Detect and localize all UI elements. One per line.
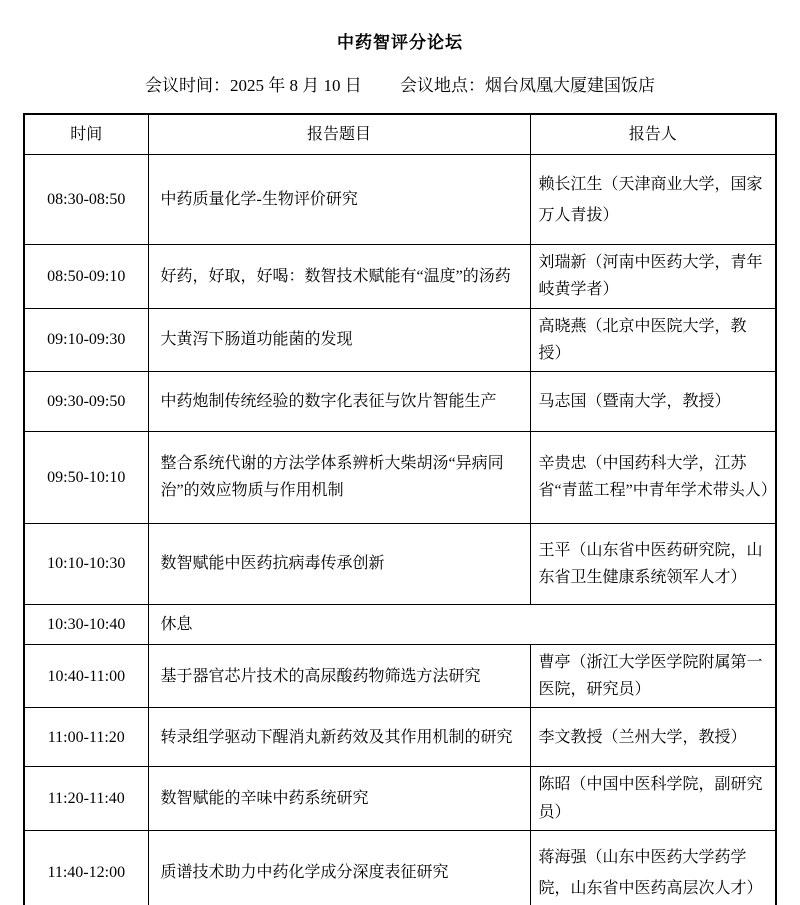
time-cell: 11:00-11:20 xyxy=(24,708,148,767)
speaker-cell: 李文教授（兰州大学，教授） xyxy=(530,708,776,767)
speaker-cell: 马志国（暨南大学，教授） xyxy=(530,371,776,431)
table-row xyxy=(24,155,776,245)
time-cell: 10:30-10:40 xyxy=(24,604,148,644)
title-cell: 中药质量化学-生物评价研究 xyxy=(148,155,530,245)
break-cell: 休息 xyxy=(148,604,776,644)
speaker-cell: 刘瑞新（河南中医药大学，青年岐黄学者） xyxy=(530,245,776,308)
speaker-cell: 高晓燕（北京中医院大学，教授） xyxy=(530,308,776,371)
table-row-break xyxy=(24,604,776,644)
page-title: 中药智评分论坛 xyxy=(337,33,463,52)
table-row xyxy=(24,245,776,308)
speaker-cell: 陈昭（中国中医科学院，副研究员） xyxy=(530,767,776,830)
time-cell: 11:40-12:00 xyxy=(24,830,148,905)
meeting-location: 会议地点：烟台凤凰大厦建国饭店 xyxy=(400,76,655,95)
time-cell: 10:10-10:30 xyxy=(24,523,148,604)
title-cell: 数智赋能的辛味中药系统研究 xyxy=(148,767,530,830)
title-cell: 质谱技术助力中药化学成分深度表征研究 xyxy=(148,830,530,905)
time-cell: 11:20-11:40 xyxy=(24,767,148,830)
time-cell: 08:30-08:50 xyxy=(24,155,148,245)
title-cell: 整合系统代谢的方法学体系辨析大柴胡汤“异病同治”的效应物质与作用机制 xyxy=(148,431,530,523)
meeting-info xyxy=(0,71,800,96)
table-row xyxy=(24,523,776,604)
title-cell: 大黄泻下肠道功能菌的发现 xyxy=(148,308,530,371)
title-cell: 好药，好取，好喝：数智技术赋能有“温度”的汤药 xyxy=(148,245,530,308)
table-row xyxy=(24,371,776,431)
title-cell: 转录组学驱动下醒消丸新药效及其作用机制的研究 xyxy=(148,708,530,767)
time-cell: 09:50-10:10 xyxy=(24,431,148,523)
time-cell: 09:10-09:30 xyxy=(24,308,148,371)
table-row xyxy=(24,830,776,905)
table-row xyxy=(24,644,776,707)
table-row xyxy=(24,431,776,523)
speaker-cell: 曹亭（浙江大学医学院附属第一医院，研究员） xyxy=(530,644,776,707)
meeting-time: 会议时间：2025 年 8 月 10 日 xyxy=(145,76,362,95)
time-cell: 08:50-09:10 xyxy=(24,245,148,308)
speaker-cell: 赖长江生（天津商业大学，国家万人青拔） xyxy=(530,155,776,245)
speaker-cell: 辛贵忠（中国药科大学，江苏省“青蓝工程”中青年学术带头人） xyxy=(530,431,776,523)
schedule-table xyxy=(23,113,777,905)
col-header-title: 报告题目 xyxy=(148,114,530,155)
table-header-row xyxy=(24,114,776,155)
col-header-speaker: 报告人 xyxy=(530,114,776,155)
time-cell: 09:30-09:50 xyxy=(24,371,148,431)
speaker-cell: 王平（山东省中医药研究院，山东省卫生健康系统领军人才） xyxy=(530,523,776,604)
time-cell: 10:40-11:00 xyxy=(24,644,148,707)
table-row xyxy=(24,708,776,767)
title-cell: 基于器官芯片技术的高尿酸药物筛选方法研究 xyxy=(148,644,530,707)
col-header-time: 时间 xyxy=(24,114,148,155)
table-row xyxy=(24,308,776,371)
title-cell: 中药炮制传统经验的数字化表征与饮片智能生产 xyxy=(148,371,530,431)
title-cell: 数智赋能中医药抗病毒传承创新 xyxy=(148,523,530,604)
speaker-cell: 蒋海强（山东中医药大学药学院，山东省中医药高层次人才） xyxy=(530,830,776,905)
table-row xyxy=(24,767,776,830)
